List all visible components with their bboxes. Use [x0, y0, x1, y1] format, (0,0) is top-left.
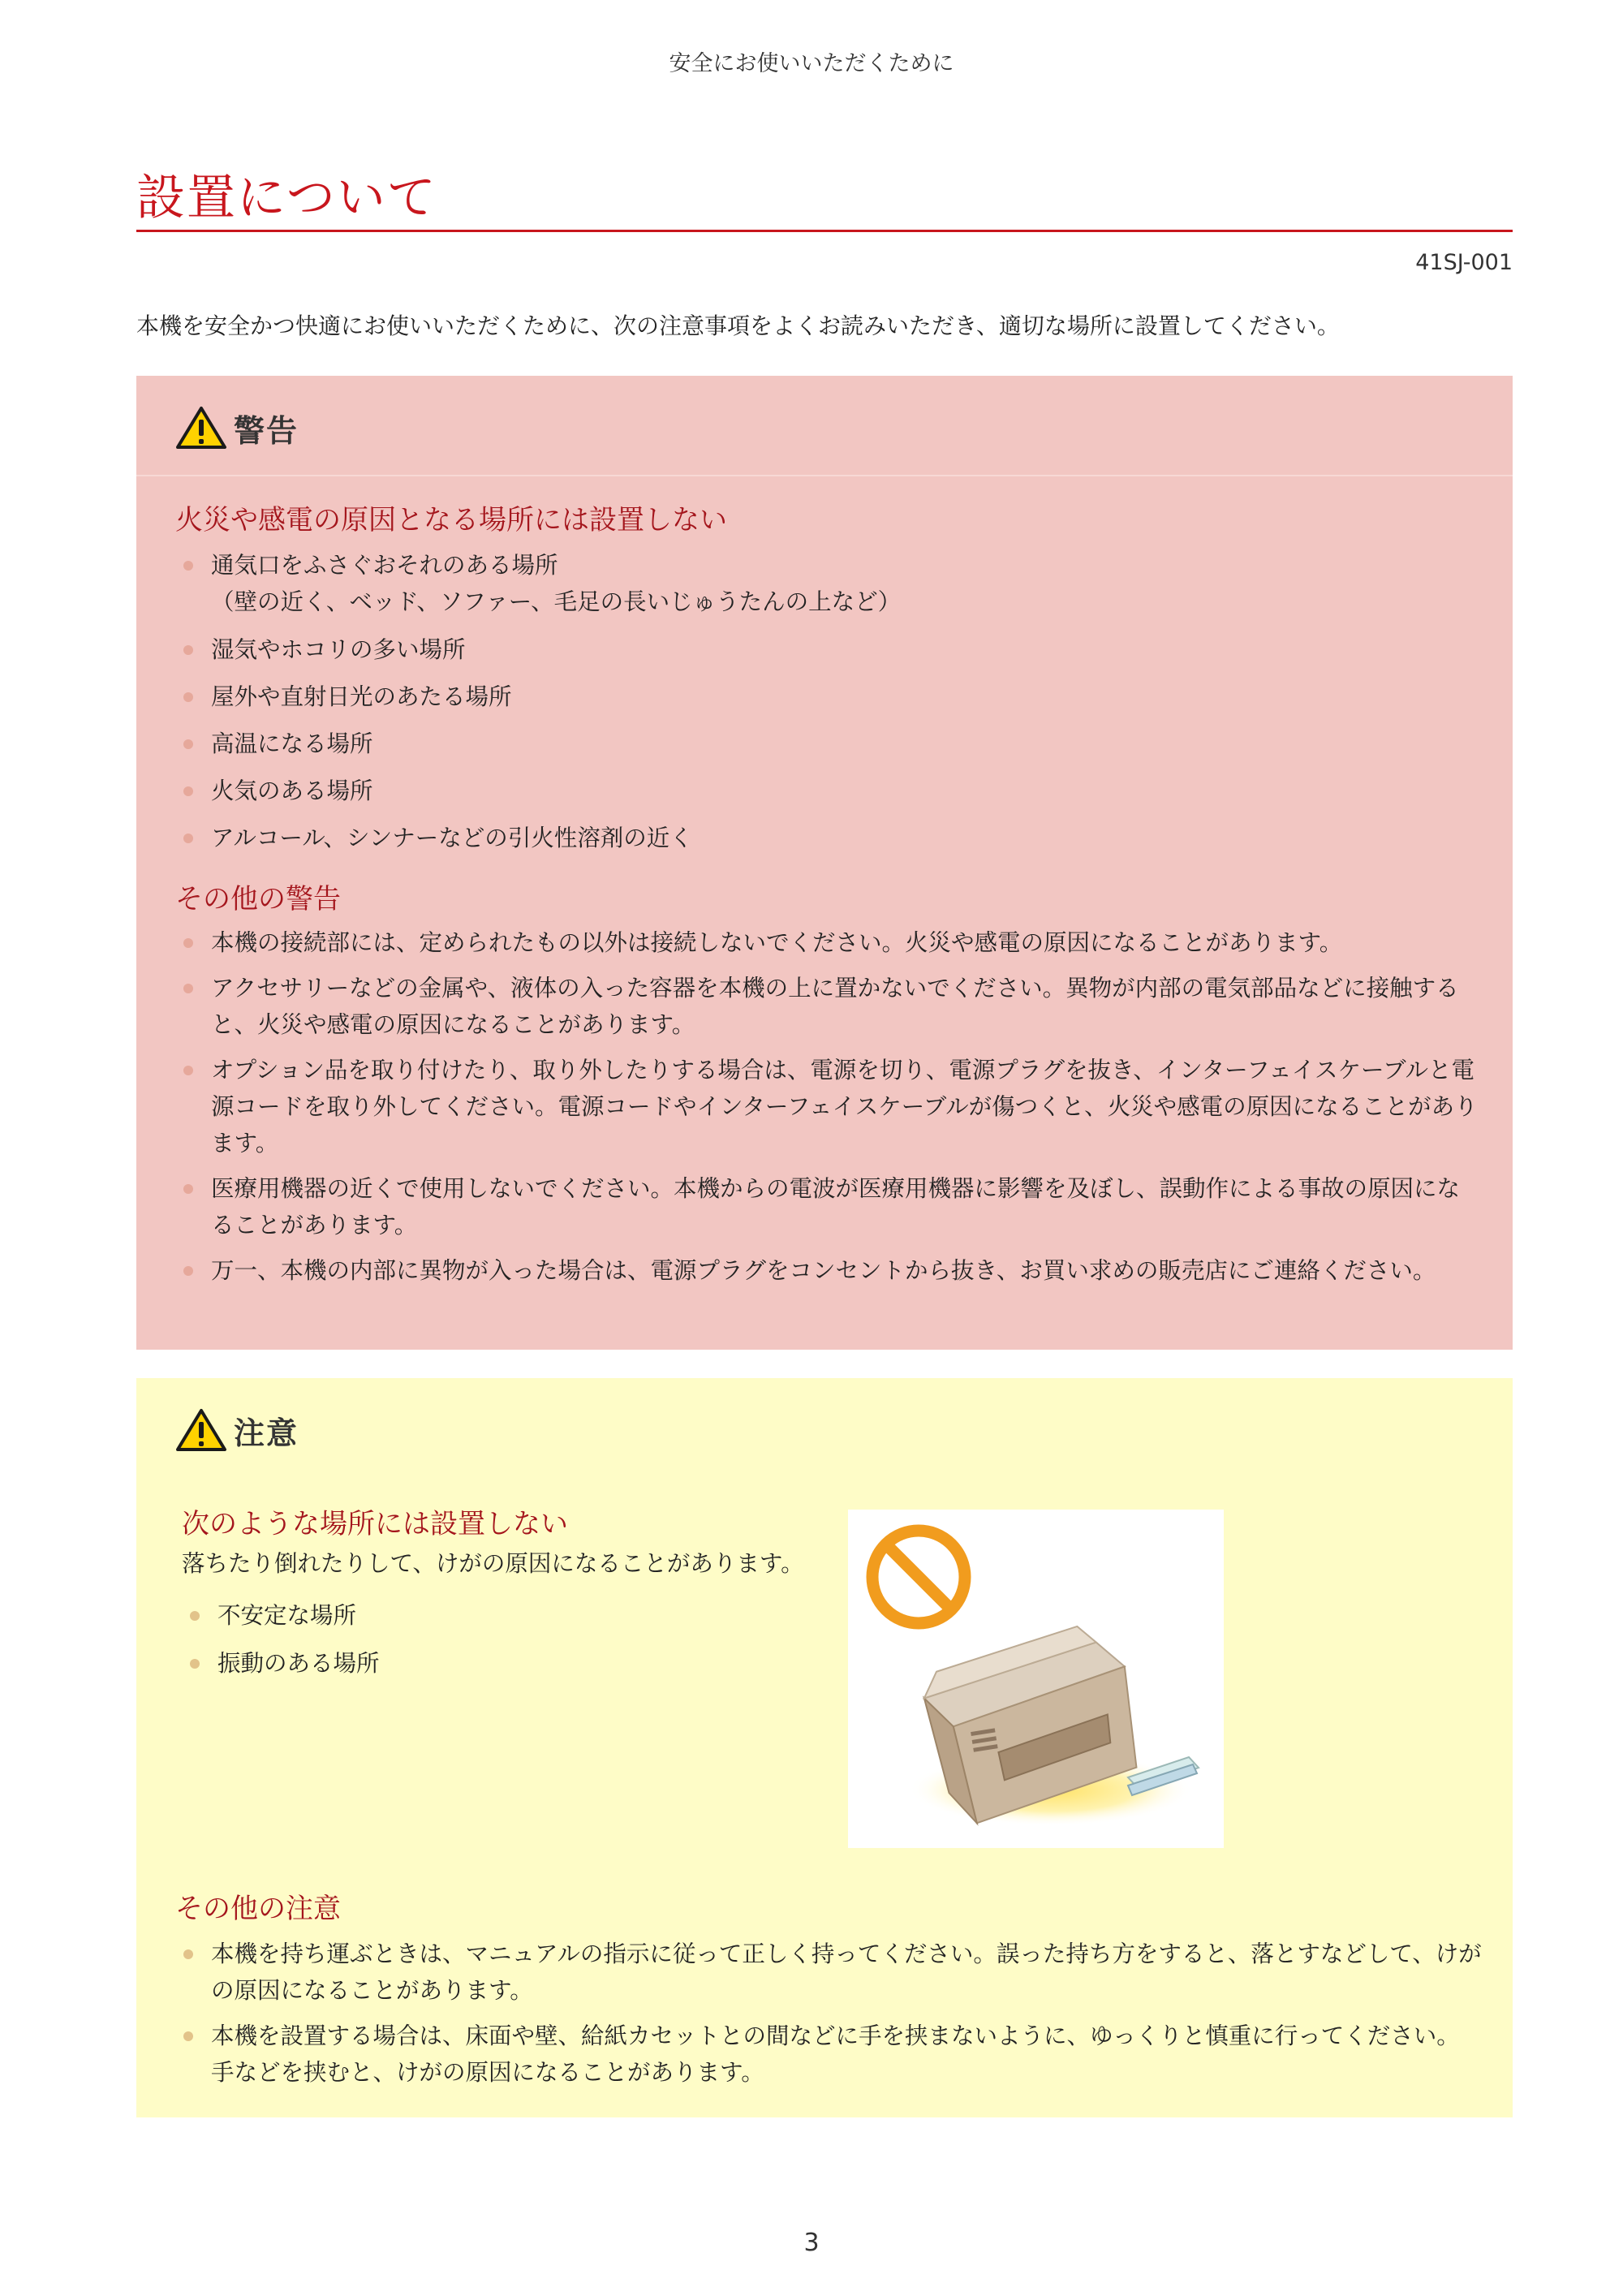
- warning-section2-list: [175, 924, 1482, 1289]
- warning-section1-list: [175, 547, 1482, 856]
- list-item-sub: （壁の近く、ベッド、ソファー、毛足の長いじゅうたんの上など）: [211, 588, 902, 615]
- caution-panel-header: [175, 1406, 299, 1454]
- list-item: 医療用機器の近くで使用しないでください。本機からの電波が医療用機器に影響を及ぼし、誤動作による事故の原因になることがあります。: [175, 1170, 1482, 1243]
- warning-panel: [136, 376, 1513, 1350]
- warning-divider: [136, 475, 1513, 476]
- caution-section2-list: [175, 1936, 1482, 2091]
- list-item: 万一、本機の内部に異物が入った場合は、電源プラグをコンセントから抜き、お買い求めの販売店にご連絡ください。: [175, 1252, 1482, 1289]
- list-item: アクセサリーなどの金属や、液体の入った容器を本機の上に置かないでください。異物が内部の電気部品などに接触すると、火災や感電の原因になることがあります。: [175, 970, 1482, 1043]
- list-item: 不安定な場所: [182, 1597, 815, 1634]
- caution-section1-list: [182, 1597, 815, 1682]
- warning-triangle-icon: [175, 1407, 227, 1453]
- caution-panel: [136, 1378, 1513, 2117]
- caution-section1-description: 落ちたり倒れたりして、けがの原因になることがあります。: [182, 1550, 804, 1577]
- document-id: 41SJ-001: [1415, 250, 1513, 275]
- list-item: 振動のある場所: [182, 1645, 815, 1682]
- list-item: 高温になる場所: [175, 726, 1482, 762]
- list-item: オプション品を取り付けたり、取り外したりする場合は、電源を切り、電源プラグを抜き、インターフェイスケーブルと電源コードを取り外してください。電源コードやインターフェイスケーブルが傷つくと、火災や感電の原因になることがあります。: [175, 1052, 1482, 1161]
- caution-section2-heading: その他の注意: [175, 1893, 341, 1925]
- list-item: 湿気やホコリの多い場所: [175, 631, 1482, 668]
- title-rule: [136, 230, 1513, 232]
- warning-section2-heading: その他の警告: [175, 883, 341, 915]
- caution-label: 注意: [234, 1415, 299, 1451]
- warning-label: 警告: [234, 412, 299, 449]
- intro-text: 本機を安全かつ快適にお使いいただくために、次の注意事項をよくお読みいただき、適切な場所に設置してください。: [136, 312, 1340, 339]
- caution-section1-heading: 次のような場所には設置しない: [182, 1508, 568, 1540]
- page-title: 設置について: [136, 170, 437, 226]
- list-item: 本機を設置する場合は、床面や壁、給紙カセットとの間などに手を挟まないように、ゆっくりと慎重に行ってください。手などを挟むと、けがの原因になることがあります。: [175, 2018, 1482, 2091]
- printer-illustration: [848, 1510, 1224, 1848]
- list-item: 通気口をふさぐおそれのある場所 （壁の近く、ベッド、ソファー、毛足の長いじゅうたんの上など）: [175, 547, 1482, 620]
- list-item: 火気のある場所: [175, 773, 1482, 809]
- warning-panel-header: [175, 403, 299, 452]
- list-item: アルコール、シンナーなどの引火性溶剤の近く: [175, 820, 1482, 856]
- warning-section1-heading: 火災や感電の原因となる場所には設置しない: [175, 504, 727, 536]
- page-number: 3: [803, 2229, 820, 2257]
- warning-triangle-icon: [175, 405, 227, 450]
- list-item: 本機を持ち運ぶときは、マニュアルの指示に従って正しく持ってください。誤った持ち方をすると、落とすなどして、けがの原因になることがあります。: [175, 1936, 1482, 2009]
- running-header: 安全にお使いいただくために: [669, 51, 954, 76]
- list-item: 本機の接続部には、定められたもの以外は接続しないでください。火災や感電の原因になることがあります。: [175, 924, 1482, 961]
- no-entry-icon: [848, 1510, 1224, 1848]
- list-item: 屋外や直射日光のあたる場所: [175, 678, 1482, 715]
